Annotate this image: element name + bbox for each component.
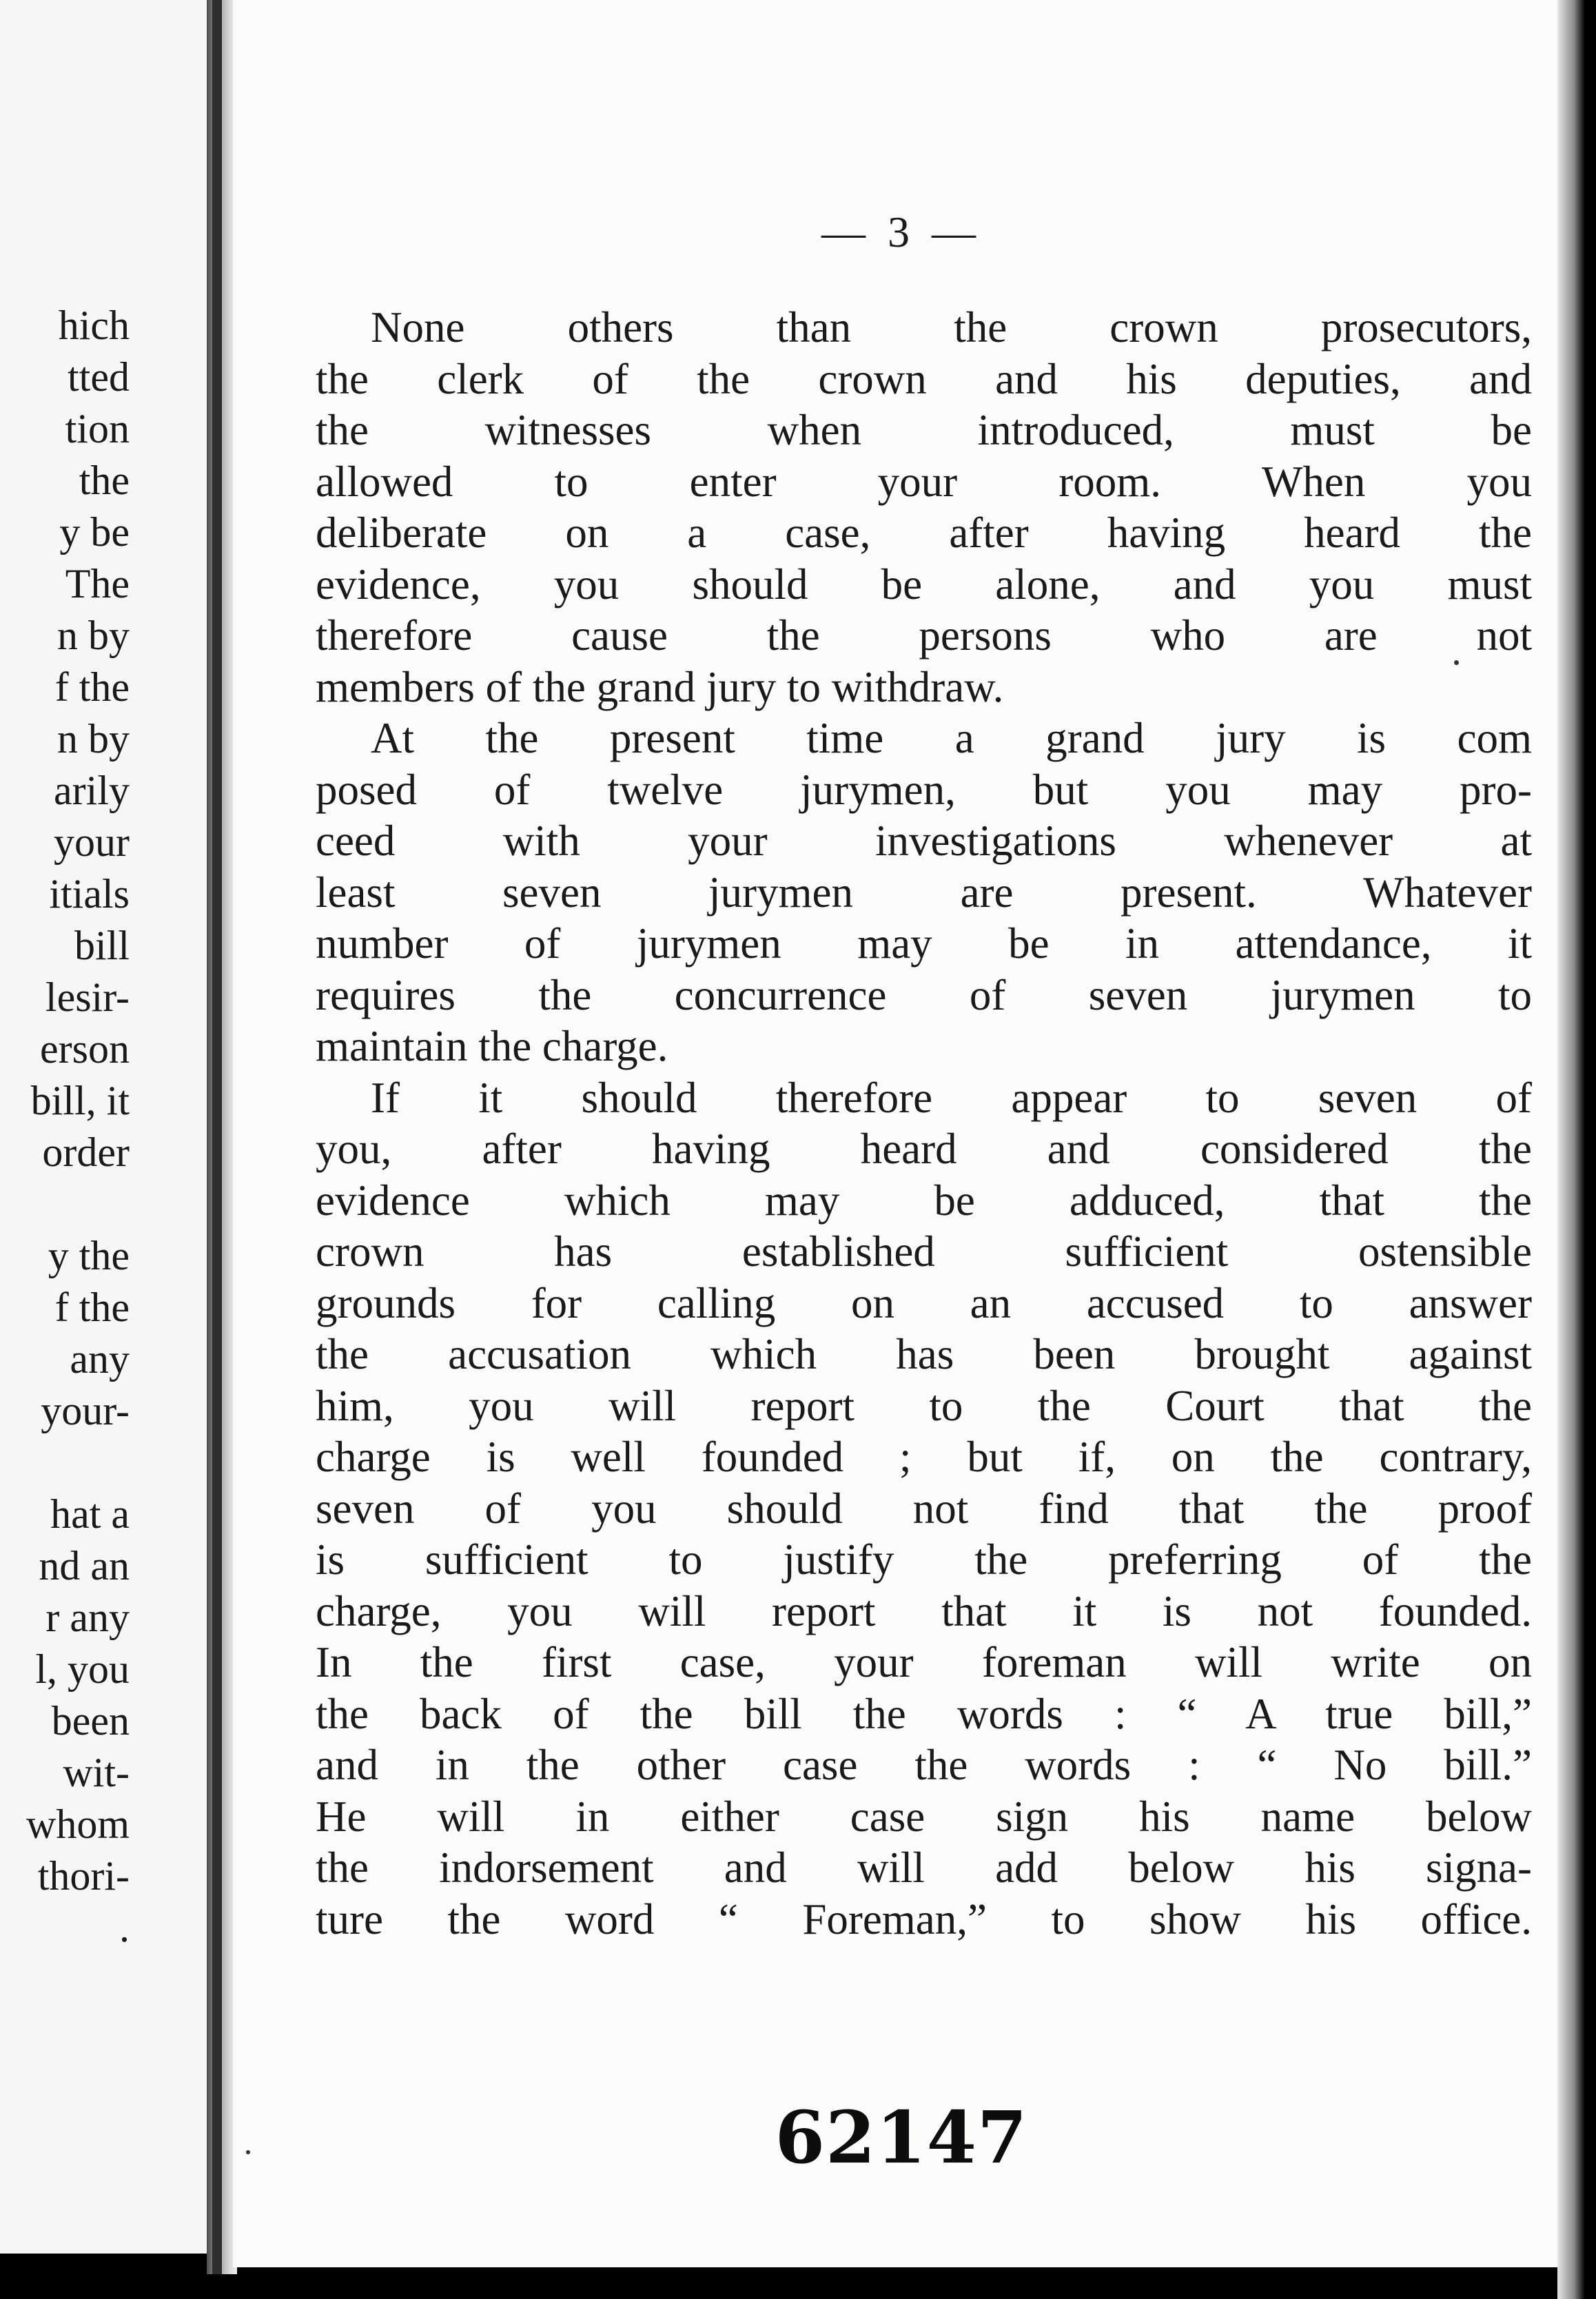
left-fragment: tted <box>68 354 130 400</box>
left-fragment: itials <box>49 871 130 917</box>
left-fragment: . <box>119 1905 130 1950</box>
text-line: posed of twelve jurymen, but you may pro- <box>316 765 1532 814</box>
left-fragment: r any <box>45 1595 130 1640</box>
previous-page-fragment <box>0 0 219 2254</box>
text-line: In the first case, your foreman will write on <box>316 1638 1532 1686</box>
text-line: At the present time a grand jury is com <box>371 714 1532 762</box>
text-line: the witnesses when introduced, must be <box>316 406 1532 454</box>
stamp-number: 62147 <box>775 2095 1028 2180</box>
text-line: him, you will report to the Court that the <box>316 1381 1532 1430</box>
left-fragment: tion <box>65 406 130 451</box>
left-fragment: f the <box>54 664 130 710</box>
text-line: and in the other case the words : “ No bill.” <box>316 1741 1532 1789</box>
paper-speck <box>1454 660 1459 665</box>
paper-speck <box>246 2150 250 2154</box>
document-page <box>233 0 1570 2267</box>
text-line: requires the concurrence of seven jurymen to <box>316 970 1532 1019</box>
left-fragment: erson <box>40 1026 130 1072</box>
text-line: the accusation which has been brought against <box>316 1330 1532 1378</box>
left-fragment: been <box>51 1698 130 1744</box>
text-line: seven of you should not find that the proof <box>316 1484 1532 1533</box>
gutter-shadow <box>212 0 222 2274</box>
left-fragment: order <box>42 1130 130 1175</box>
text-line: the indorsement and will add below his signa- <box>316 1843 1532 1892</box>
left-fragment: arily <box>54 768 130 813</box>
left-fragment: l, you <box>35 1646 130 1692</box>
text-line: None others than the crown prosecutors, <box>371 303 1532 351</box>
left-fragment: y the <box>48 1233 130 1278</box>
text-line: If it should therefore appear to seven of <box>371 1073 1532 1122</box>
text-line: evidence which may be adduced, that the <box>316 1176 1532 1225</box>
text-line: evidence, you should be alone, and you must <box>316 560 1532 609</box>
text-line: allowed to enter your room. When you <box>316 457 1532 506</box>
left-fragment: your- <box>41 1388 130 1433</box>
left-fragment: your <box>54 819 130 865</box>
text-line: members of the grand jury to withdraw. <box>316 662 1004 711</box>
text-line: least seven jurymen are present. Whatever <box>316 868 1532 917</box>
left-fragment: n by <box>57 716 130 762</box>
text-line: deliberate on a case, after having heard the <box>316 509 1532 557</box>
text-line: charge, you will report that it is not founded. <box>316 1586 1532 1635</box>
text-line: ceed with your investigations whenever at <box>316 817 1532 865</box>
left-fragment: any <box>70 1336 130 1382</box>
left-fragment: lesir- <box>45 974 130 1020</box>
page-number: — 3 — <box>821 207 981 256</box>
left-fragment: The <box>65 561 130 606</box>
text-line: maintain the charge. <box>316 1022 668 1070</box>
left-fragment: whom <box>26 1801 130 1847</box>
text-line: you, after having heard and considered the <box>316 1125 1532 1173</box>
left-fragment: bill <box>74 923 130 968</box>
left-fragment: hat a <box>50 1491 130 1537</box>
text-line: grounds for calling on an accused to answer <box>316 1278 1532 1327</box>
page-edge-shadow <box>1557 0 1585 2299</box>
text-line: charge is well founded ; but if, on the contrary, <box>316 1433 1532 1481</box>
left-fragment: n by <box>57 613 130 658</box>
text-line: He will in either case sign his name below <box>316 1792 1532 1841</box>
left-fragment: wit- <box>63 1750 130 1795</box>
text-line: number of jurymen may be in attendance, it <box>316 919 1532 968</box>
left-fragment: bill, it <box>30 1078 130 1123</box>
left-fragment: hich <box>58 303 130 348</box>
text-line: ture the word “ Foreman,” to show his office. <box>316 1894 1532 1943</box>
text-line: crown has established sufficient ostensible <box>316 1227 1532 1276</box>
text-line: the clerk of the crown and his deputies, and <box>316 354 1532 403</box>
text-line: the back of the bill the words : “ A true bill,” <box>316 1689 1532 1738</box>
left-fragment: y be <box>59 509 130 555</box>
left-fragment: nd an <box>39 1543 130 1588</box>
text-line: therefore cause the persons who are not <box>316 611 1532 660</box>
body-text <box>316 302 1532 1945</box>
left-fragment: f the <box>54 1285 130 1330</box>
left-fragment: the <box>79 458 130 503</box>
text-line: is sufficient to justify the preferring of the <box>316 1535 1532 1584</box>
left-fragment: thori- <box>37 1853 130 1899</box>
